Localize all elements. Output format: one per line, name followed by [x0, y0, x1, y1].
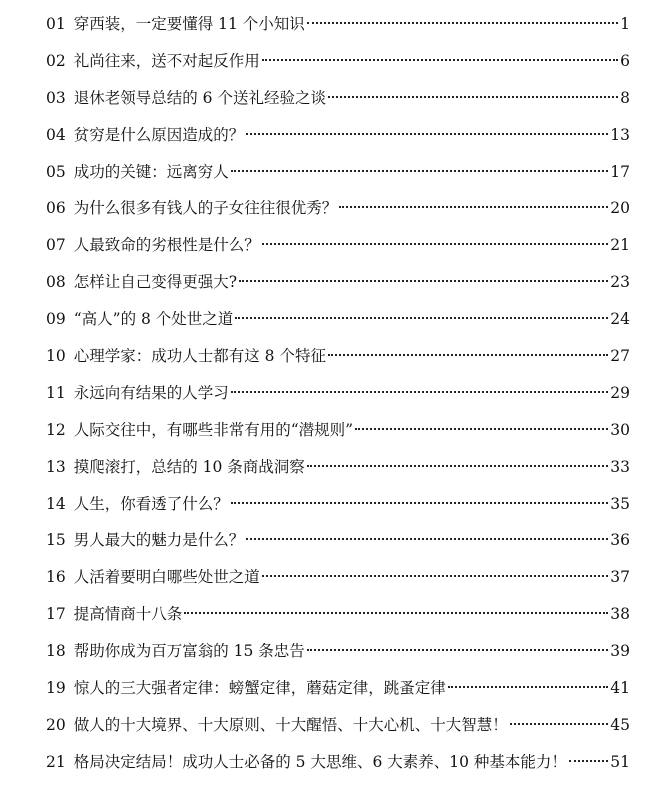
- toc-entry-number: 01: [46, 15, 66, 33]
- toc-entry-page: 1: [620, 15, 630, 33]
- toc-entry-page: 29: [610, 383, 630, 402]
- toc-entry-number: 19: [46, 679, 66, 698]
- toc-entry-title: 提高情商十八条: [73, 605, 183, 624]
- toc-entry-number: 18: [46, 642, 66, 661]
- toc-entry-title: 人活着要明白哪些处世之道: [73, 568, 260, 587]
- toc-entry-number: 04: [46, 125, 66, 144]
- toc-dot-leader: [184, 612, 608, 614]
- toc-entry-page: 30: [610, 420, 630, 439]
- toc-entry-page: 13: [610, 125, 630, 144]
- toc-entry-02[interactable]: [46, 51, 630, 88]
- toc-entry-13[interactable]: [46, 457, 630, 494]
- toc-entry-21[interactable]: [46, 752, 630, 789]
- toc-entry-page: 39: [610, 642, 630, 661]
- toc-entry-page: 23: [610, 273, 630, 292]
- toc-dot-leader: [307, 22, 618, 24]
- toc-entry-number: 21: [46, 752, 66, 771]
- toc-entry-number: 11: [46, 383, 66, 402]
- toc-entry-07[interactable]: [46, 235, 630, 272]
- toc-entry-page: 27: [610, 347, 630, 366]
- toc-entry-20[interactable]: [46, 715, 630, 752]
- toc-dot-leader: [246, 538, 608, 540]
- toc-entry-title: 惊人的三大强者定律：螃蟹定律，蘑菇定律，跳蚤定律: [73, 679, 446, 698]
- toc-dot-leader: [328, 96, 618, 98]
- toc-entry-title: 退休老领导总结的 6 个送礼经验之谈: [73, 88, 326, 107]
- toc-dot-leader: [262, 243, 609, 245]
- toc-entry-08[interactable]: [46, 272, 630, 309]
- toc-entry-11[interactable]: [46, 383, 630, 420]
- toc-dot-leader: [231, 170, 609, 172]
- toc-entry-title: 永远向有结果的人学习: [73, 383, 229, 402]
- toc-entry-page: 36: [610, 531, 630, 550]
- toc-entry-page: 37: [610, 568, 630, 587]
- toc-entry-number: 06: [46, 199, 66, 218]
- toc-entry-title: 礼尚往来，送不对起反作用: [73, 51, 260, 70]
- toc-entry-title: “高人”的 8 个处世之道: [73, 310, 234, 329]
- toc-dot-leader: [231, 502, 609, 504]
- toc-entry-03[interactable]: [46, 88, 630, 125]
- toc-entry-title: 人生，你看透了什么？: [73, 494, 229, 513]
- toc-entry-title: 为什么很多有钱人的子女往往很优秀？: [73, 199, 338, 218]
- toc-entry-number: 10: [46, 347, 66, 366]
- toc-entry-page: 38: [610, 605, 630, 624]
- toc-entry-16[interactable]: [46, 567, 630, 604]
- toc-entry-18[interactable]: [46, 641, 630, 678]
- toc-entry-title: 成功的关键：远离穷人: [73, 162, 229, 181]
- toc-entry-09[interactable]: [46, 309, 630, 346]
- toc-entry-number: 17: [46, 605, 66, 624]
- toc-dot-leader: [339, 206, 608, 208]
- toc-entry-page: 20: [610, 199, 630, 218]
- toc-entry-title: 男人最大的魅力是什么？: [73, 531, 245, 550]
- toc-entry-title: 做人的十大境界、十大原则、十大醒悟、十大心机、十大智慧！: [73, 715, 508, 734]
- toc-entry-page: 41: [610, 679, 630, 698]
- table-of-contents: [46, 14, 630, 789]
- toc-entry-page: 6: [620, 51, 630, 70]
- toc-entry-page: 35: [610, 494, 630, 513]
- toc-dot-leader: [307, 465, 608, 467]
- toc-entry-number: 20: [46, 715, 66, 734]
- toc-dot-leader: [246, 133, 608, 135]
- toc-entry-title: 心理学家：成功人士都有这 8 个特征: [73, 347, 326, 366]
- toc-entry-number: 09: [46, 310, 66, 329]
- toc-dot-leader: [448, 686, 609, 688]
- toc-entry-number: 07: [46, 236, 66, 255]
- toc-dot-leader: [231, 391, 609, 393]
- toc-entry-number: 15: [46, 531, 66, 550]
- toc-entry-17[interactable]: [46, 604, 630, 641]
- toc-dot-leader: [307, 649, 608, 651]
- toc-dot-leader: [355, 428, 608, 430]
- toc-entry-19[interactable]: [46, 678, 630, 715]
- toc-entry-title: 穿西装，一定要懂得 11 个小知识: [73, 15, 305, 33]
- toc-dot-leader: [262, 575, 609, 577]
- toc-entry-number: 14: [46, 494, 66, 513]
- toc-dot-leader: [569, 760, 608, 762]
- toc-entry-page: 33: [610, 457, 630, 476]
- toc-entry-title: 格局决定结局！成功人士必备的 5 大思维、6 大素养、10 种基本能力！: [73, 752, 567, 771]
- toc-entry-page: 51: [610, 752, 630, 771]
- toc-entry-title: 人最致命的劣根性是什么？: [73, 236, 260, 255]
- toc-dot-leader: [510, 723, 609, 725]
- toc-entry-title: 贫穷是什么原因造成的？: [73, 125, 245, 144]
- toc-entry-page: 21: [610, 236, 630, 255]
- toc-entry-14[interactable]: [46, 494, 630, 531]
- toc-entry-15[interactable]: [46, 530, 630, 567]
- toc-entry-number: 12: [46, 420, 66, 439]
- toc-dot-leader: [262, 59, 618, 61]
- toc-entry-number: 05: [46, 162, 66, 181]
- toc-entry-title: 人际交往中，有哪些非常有用的“潜规则”: [73, 420, 354, 439]
- toc-entry-05[interactable]: [46, 162, 630, 199]
- toc-entry-number: 13: [46, 457, 66, 476]
- toc-entry-title: 怎样让自己变得更强大?: [73, 273, 238, 292]
- toc-entry-title: 摸爬滚打，总结的 10 条商战洞察: [73, 457, 305, 476]
- toc-entry-page: 24: [610, 310, 630, 329]
- toc-entry-04[interactable]: [46, 125, 630, 162]
- toc-entry-page: 17: [610, 162, 630, 181]
- toc-entry-06[interactable]: [46, 198, 630, 235]
- toc-entry-page: 45: [610, 715, 630, 734]
- toc-entry-title: 帮助你成为百万富翁的 15 条忠告: [73, 642, 305, 661]
- toc-dot-leader: [239, 280, 608, 282]
- toc-entry-number: 16: [46, 568, 66, 587]
- toc-entry-number: 08: [46, 273, 66, 292]
- toc-dot-leader: [235, 317, 608, 319]
- toc-entry-10[interactable]: [46, 346, 630, 383]
- toc-entry-number: 02: [46, 51, 66, 70]
- toc-entry-number: 03: [46, 88, 66, 107]
- toc-entry-12[interactable]: [46, 420, 630, 457]
- toc-dot-leader: [328, 354, 608, 356]
- toc-entry-page: 8: [620, 88, 630, 107]
- toc-entry-01[interactable]: [46, 14, 630, 51]
